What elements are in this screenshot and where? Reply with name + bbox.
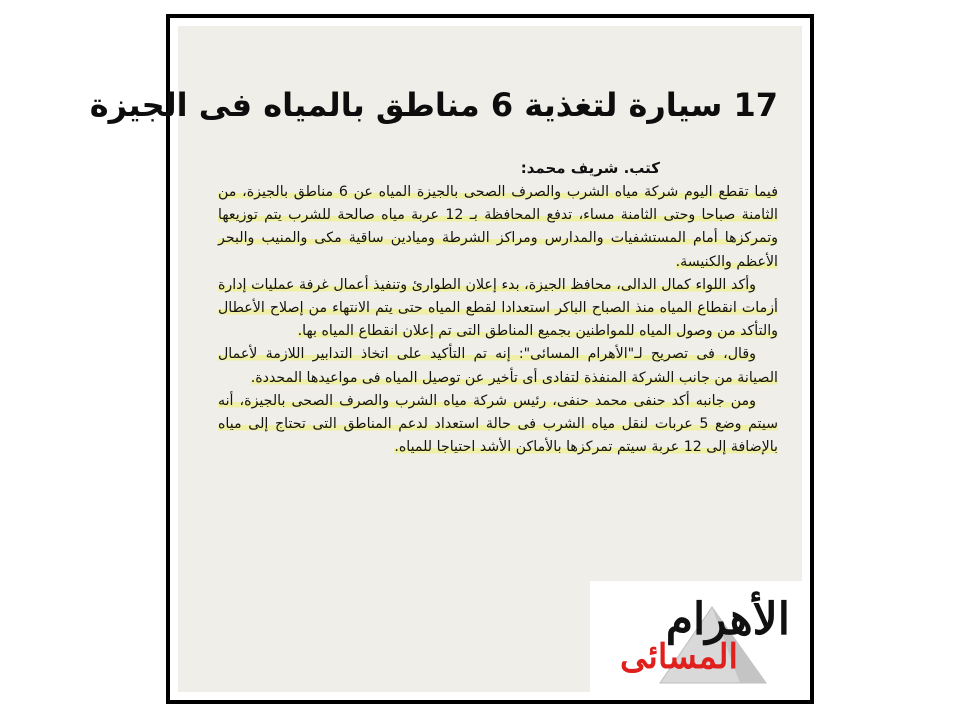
headline: 17 سيارة لتغذية 6 مناطق بالمياه فى الجيزة (89, 86, 778, 124)
paragraph-1 (218, 181, 778, 274)
paragraph-3-text: وقال، فى تصريح لـ"الأهرام المسائى": إنه تم التأكيد على اتخاذ التدابير اللازمة لأعمال الصيانة من جانب الشركة المنفذة لتفادى أى تأخير عن توصيل المياه فى مواعيدها المحددة. (218, 346, 778, 386)
byline: كتب. شريف محمد: (520, 159, 660, 177)
article (89, 81, 778, 459)
paragraph-2-text: وأكد اللواء كمال الدالى، محافظ الجيزة، بدء إعلان الطوارئ وتنفيذ أعمال غرفة عمليات إدارة أزمات انقطاع المياه منذ الصباح الباكر استعدادا لقطع المياه حتى يتم الانتهاء من إصلاح الأعطال والتأكد من وصول المياه للمواطنين بجميع المناطق التى تم إعلان انقطاع المياه بها. (218, 276, 778, 340)
paragraph-1-text: فيما تقطع اليوم شركة مياه الشرب والصرف الصحى بالجيزة المياه عن 6 مناطق بالجيزة، من الثامنة صباحا وحتى الثامنة مساء، تدفع المحافظة بـ 12 عربة مياه صالحة للشرب يتم توزيعها وتمركزها أمام المستشفيات والمدارس ومراكز الشرطة وميادين ساقية مكى والمنيب والبحر الأعظم والكنيسة. (218, 184, 778, 270)
logo-line-2: المسائى (620, 637, 738, 677)
article-body (218, 181, 778, 459)
logo-line-1: الأهرام (665, 594, 790, 645)
newspaper-clipping (89, 26, 802, 692)
document-frame (89, 14, 814, 704)
paragraph-3 (218, 343, 778, 389)
al-ahram-al-masai-logo (590, 581, 804, 697)
paragraph-4 (218, 390, 778, 460)
paragraph-4-text: ومن جانبه أكد حنفى محمد حنفى، رئيس شركة مياه الشرب والصرف الصحى بالجيزة، أنه سيتم وضع 5 عربات لنقل مياه الشرب فى حالة استعداد لدعم المناطق التى تحتاج إلى مياه بالإضافة إلى 12 عربة سيتم تمركزها بالأماكن الأشد احتياجا للمياه. (218, 392, 778, 456)
paragraph-2 (218, 274, 778, 344)
